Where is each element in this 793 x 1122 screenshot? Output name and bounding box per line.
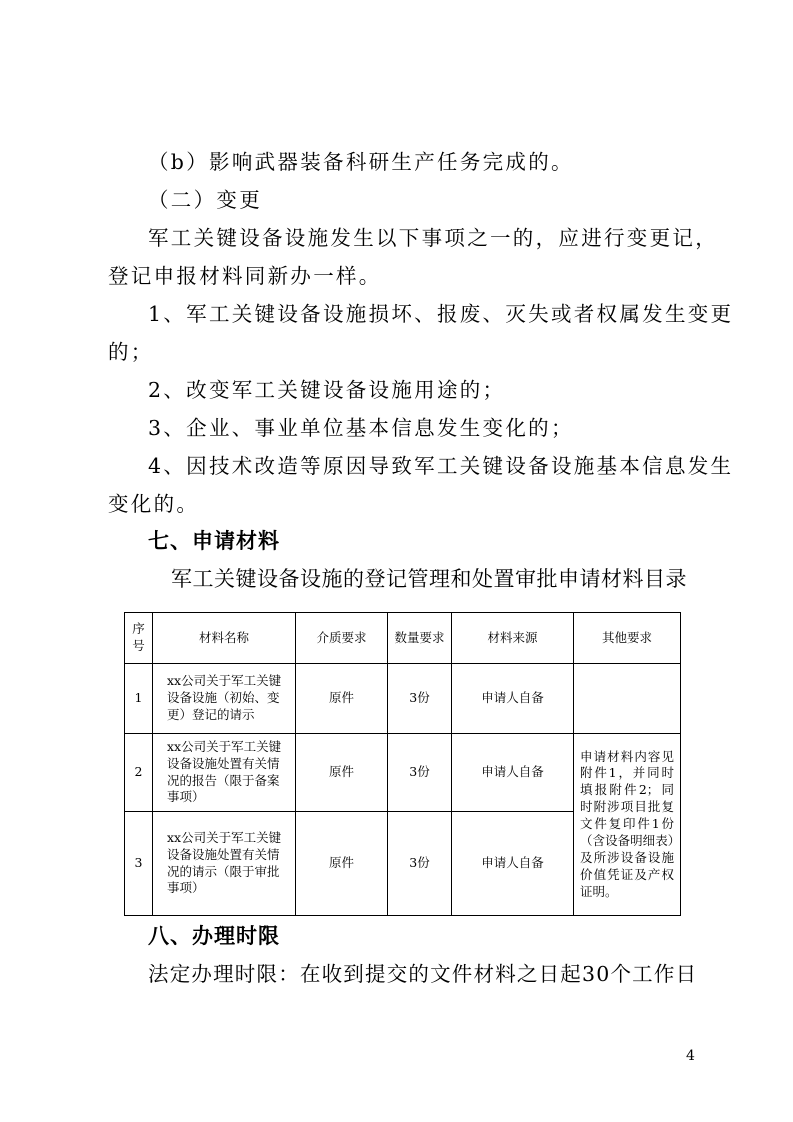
section-7-heading: 七、申请材料 [148,529,280,553]
processing-time-text: 法定办理时限：在收到提交的文件材料之日起30个工作日 [148,962,698,986]
paragraph-change-line1: 军工关键设备设施发生以下事项之一的，应进行变更记， [148,226,718,250]
item-4-line2: 变化的。 [108,492,200,516]
row-quantity: 3份 [388,812,452,916]
header-other: 其他要求 [574,613,681,664]
materials-table [124,612,681,916]
item-4-line1: 4、因技术改造等原因导致军工关键设备设施基本信息发生 [148,454,734,478]
row-seq: 1 [125,664,153,734]
table-header-row [125,613,681,664]
paragraph-change-line2: 登记申报材料同新办一样。 [108,264,382,288]
item-1-line2: 的； [108,340,154,364]
header-quantity: 数量要求 [388,613,452,664]
row-source: 申请人自备 [452,812,574,916]
table-row [125,664,681,734]
row-seq: 2 [125,734,153,812]
header-source: 材料来源 [452,613,574,664]
table-title: 军工关键设备设施的登记管理和处置审批申请材料目录 [171,567,687,591]
row-name: xx公司关于军工关键设备设施处置有关情况的报告（限于备案事项） [153,734,296,812]
row-name: xx公司关于军工关键设备设施处置有关情况的请示（限于审批事项） [153,812,296,916]
paragraph-b: （b）影响武器装备科研生产任务完成的。 [148,150,574,174]
other-requirements: 申请材料内容见附件1，并同时填报附件2；同时附涉项目批复文件复印件1份（含设备明细表）及所涉设备设施价值凭证及产权证明。 [574,734,681,916]
row-quantity: 3份 [388,734,452,812]
item-2: 2、改变军工关键设备设施用途的； [148,378,506,402]
section-8-heading: 八、办理时限 [148,924,280,948]
table-row [125,734,681,812]
row-source: 申请人自备 [452,734,574,812]
row-seq: 3 [125,812,153,916]
row-medium: 原件 [296,664,388,734]
row-medium: 原件 [296,734,388,812]
row-quantity: 3份 [388,664,452,734]
item-1-line1: 1、军工关键设备设施损坏、报废、灭失或者权属发生变更 [148,302,734,326]
header-seq: 序号 [125,613,153,664]
row-medium: 原件 [296,812,388,916]
row-name: xx公司关于军工关键设备设施（初始、变更）登记的请示 [153,664,296,734]
row-source: 申请人自备 [452,664,574,734]
item-3: 3、企业、事业单位基本信息发生变化的； [148,416,574,440]
subheading-change: （二）变更 [148,188,262,212]
page-number: 4 [686,1048,695,1064]
row-other-empty [574,664,681,734]
header-name: 材料名称 [153,613,296,664]
header-medium: 介质要求 [296,613,388,664]
